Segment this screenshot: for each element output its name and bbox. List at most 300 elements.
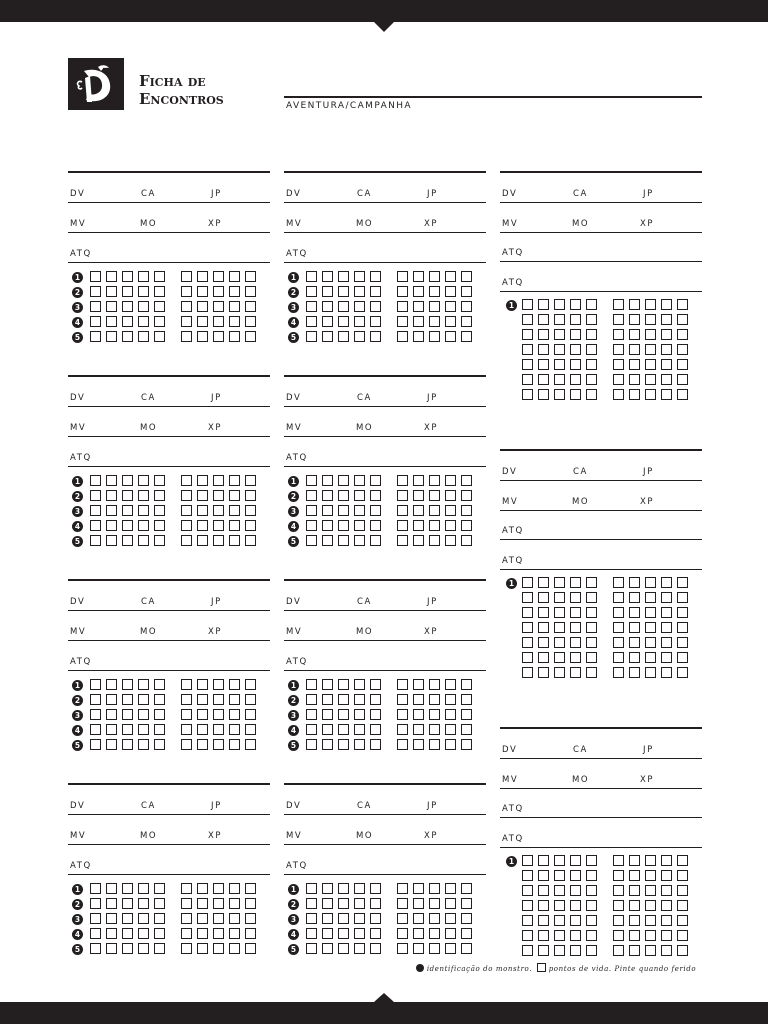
hit-point-box[interactable] — [645, 607, 656, 618]
hit-point-box[interactable] — [554, 389, 565, 400]
hit-point-box[interactable] — [429, 490, 440, 501]
hit-point-box[interactable] — [154, 928, 165, 939]
hit-point-box[interactable] — [586, 592, 597, 603]
hit-point-box[interactable] — [197, 286, 208, 297]
hit-point-box[interactable] — [613, 622, 624, 633]
hit-point-box[interactable] — [306, 271, 317, 282]
hit-point-box[interactable] — [413, 535, 424, 546]
hit-point-box[interactable] — [413, 505, 424, 516]
hit-point-box[interactable] — [245, 709, 256, 720]
hit-point-box[interactable] — [661, 389, 672, 400]
hit-point-box[interactable] — [397, 301, 408, 312]
hit-point-box[interactable] — [397, 724, 408, 735]
hit-point-box[interactable] — [322, 694, 333, 705]
hit-point-box[interactable] — [197, 709, 208, 720]
hit-point-box[interactable] — [322, 316, 333, 327]
hit-point-box[interactable] — [370, 928, 381, 939]
hit-point-box[interactable] — [122, 490, 133, 501]
hit-point-box[interactable] — [570, 622, 581, 633]
hit-point-box[interactable] — [538, 359, 549, 370]
hit-point-box[interactable] — [645, 900, 656, 911]
hit-point-box[interactable] — [154, 709, 165, 720]
hit-point-box[interactable] — [538, 652, 549, 663]
hit-point-box[interactable] — [338, 331, 349, 342]
stats-row-2[interactable] — [500, 759, 702, 789]
hit-point-box[interactable] — [586, 344, 597, 355]
hit-point-box[interactable] — [322, 535, 333, 546]
hit-point-box[interactable] — [613, 359, 624, 370]
hit-point-box[interactable] — [677, 577, 688, 588]
hit-point-box[interactable] — [629, 389, 640, 400]
hit-point-box[interactable] — [661, 374, 672, 385]
hit-point-box[interactable] — [138, 301, 149, 312]
hit-point-box[interactable] — [445, 331, 456, 342]
stats-row-2[interactable] — [500, 481, 702, 511]
hit-point-box[interactable] — [554, 637, 565, 648]
hit-point-box[interactable] — [338, 739, 349, 750]
hit-point-box[interactable] — [213, 739, 224, 750]
hit-point-box[interactable] — [122, 709, 133, 720]
hit-point-box[interactable] — [370, 475, 381, 486]
hit-point-box[interactable] — [570, 637, 581, 648]
hit-point-box[interactable] — [245, 475, 256, 486]
hit-point-box[interactable] — [397, 943, 408, 954]
hit-point-box[interactable] — [538, 314, 549, 325]
hit-point-box[interactable] — [522, 607, 533, 618]
hit-point-box[interactable] — [322, 286, 333, 297]
hit-point-box[interactable] — [429, 928, 440, 939]
hit-point-box[interactable] — [122, 943, 133, 954]
hit-point-box[interactable] — [322, 739, 333, 750]
hit-point-box[interactable] — [554, 299, 565, 310]
hit-point-box[interactable] — [613, 389, 624, 400]
hit-point-box[interactable] — [677, 945, 688, 956]
hit-point-box[interactable] — [197, 679, 208, 690]
hit-point-box[interactable] — [461, 475, 472, 486]
hit-point-box[interactable] — [397, 694, 408, 705]
hit-point-box[interactable] — [370, 286, 381, 297]
hit-point-box[interactable] — [122, 694, 133, 705]
hit-point-box[interactable] — [90, 709, 101, 720]
hit-point-box[interactable] — [197, 520, 208, 531]
hit-point-box[interactable] — [154, 739, 165, 750]
hit-point-box[interactable] — [338, 898, 349, 909]
hit-point-box[interactable] — [413, 709, 424, 720]
hit-point-box[interactable] — [197, 331, 208, 342]
hit-point-box[interactable] — [322, 331, 333, 342]
hit-point-box[interactable] — [122, 520, 133, 531]
hit-point-box[interactable] — [677, 374, 688, 385]
hit-point-box[interactable] — [154, 475, 165, 486]
hit-point-box[interactable] — [570, 915, 581, 926]
hit-point-box[interactable] — [554, 870, 565, 881]
stats-row-1[interactable] — [68, 581, 270, 611]
hit-point-box[interactable] — [245, 679, 256, 690]
hit-point-box[interactable] — [570, 855, 581, 866]
hit-point-box[interactable] — [522, 329, 533, 340]
hit-point-box[interactable] — [138, 505, 149, 516]
hit-point-box[interactable] — [322, 520, 333, 531]
hit-point-box[interactable] — [429, 475, 440, 486]
hit-point-box[interactable] — [445, 943, 456, 954]
hit-point-box[interactable] — [338, 286, 349, 297]
attack-row[interactable] — [284, 845, 486, 875]
hit-point-box[interactable] — [90, 535, 101, 546]
hit-point-box[interactable] — [354, 928, 365, 939]
hit-point-box[interactable] — [306, 913, 317, 924]
hit-point-box[interactable] — [306, 301, 317, 312]
hit-point-box[interactable] — [629, 374, 640, 385]
hit-point-box[interactable] — [213, 520, 224, 531]
hit-point-box[interactable] — [306, 679, 317, 690]
hit-point-box[interactable] — [354, 694, 365, 705]
hit-point-box[interactable] — [445, 520, 456, 531]
hit-point-box[interactable] — [306, 505, 317, 516]
hit-point-box[interactable] — [613, 637, 624, 648]
hit-point-box[interactable] — [181, 316, 192, 327]
hit-point-box[interactable] — [522, 855, 533, 866]
hit-point-box[interactable] — [197, 898, 208, 909]
hit-point-box[interactable] — [461, 331, 472, 342]
hit-point-box[interactable] — [570, 329, 581, 340]
hit-point-box[interactable] — [570, 607, 581, 618]
hit-point-box[interactable] — [677, 652, 688, 663]
hit-point-box[interactable] — [645, 577, 656, 588]
hit-point-box[interactable] — [138, 535, 149, 546]
hit-point-box[interactable] — [197, 475, 208, 486]
hit-point-box[interactable] — [538, 607, 549, 618]
hit-point-box[interactable] — [645, 930, 656, 941]
hit-point-box[interactable] — [645, 374, 656, 385]
hit-point-box[interactable] — [570, 652, 581, 663]
hit-point-box[interactable] — [645, 945, 656, 956]
hit-point-box[interactable] — [197, 505, 208, 516]
campaign-field[interactable] — [284, 96, 702, 98]
hit-point-box[interactable] — [229, 898, 240, 909]
stats-row-1[interactable] — [284, 377, 486, 407]
hit-point-box[interactable] — [154, 490, 165, 501]
hit-point-box[interactable] — [322, 490, 333, 501]
hit-point-box[interactable] — [306, 490, 317, 501]
hit-point-box[interactable] — [554, 945, 565, 956]
hit-point-box[interactable] — [570, 667, 581, 678]
hit-point-box[interactable] — [445, 898, 456, 909]
stats-row-2[interactable] — [284, 407, 486, 437]
hit-point-box[interactable] — [629, 900, 640, 911]
hit-point-box[interactable] — [322, 724, 333, 735]
hit-point-box[interactable] — [645, 855, 656, 866]
hit-point-box[interactable] — [181, 679, 192, 690]
hit-point-box[interactable] — [106, 286, 117, 297]
hit-point-box[interactable] — [370, 490, 381, 501]
stats-row-1[interactable] — [68, 377, 270, 407]
hit-point-box[interactable] — [197, 301, 208, 312]
hit-point-box[interactable] — [138, 883, 149, 894]
hit-point-box[interactable] — [570, 577, 581, 588]
hit-point-box[interactable] — [538, 855, 549, 866]
stats-row-1[interactable] — [500, 729, 702, 759]
hit-point-box[interactable] — [106, 739, 117, 750]
hit-point-box[interactable] — [213, 475, 224, 486]
hit-point-box[interactable] — [354, 475, 365, 486]
hit-point-box[interactable] — [461, 898, 472, 909]
hit-point-box[interactable] — [429, 694, 440, 705]
hit-point-box[interactable] — [413, 331, 424, 342]
hit-point-box[interactable] — [586, 652, 597, 663]
hit-point-box[interactable] — [570, 900, 581, 911]
hit-point-box[interactable] — [322, 883, 333, 894]
hit-point-box[interactable] — [106, 883, 117, 894]
hit-point-box[interactable] — [138, 679, 149, 690]
hit-point-box[interactable] — [306, 316, 317, 327]
hit-point-box[interactable] — [90, 724, 101, 735]
hit-point-box[interactable] — [613, 652, 624, 663]
hit-point-box[interactable] — [645, 344, 656, 355]
hit-point-box[interactable] — [661, 652, 672, 663]
hit-point-box[interactable] — [90, 943, 101, 954]
hit-point-box[interactable] — [197, 490, 208, 501]
hit-point-box[interactable] — [154, 898, 165, 909]
hit-point-box[interactable] — [429, 520, 440, 531]
hit-point-box[interactable] — [322, 928, 333, 939]
hit-point-box[interactable] — [306, 883, 317, 894]
hit-point-box[interactable] — [677, 359, 688, 370]
hit-point-box[interactable] — [213, 331, 224, 342]
hit-point-box[interactable] — [538, 374, 549, 385]
hit-point-box[interactable] — [538, 870, 549, 881]
hit-point-box[interactable] — [338, 679, 349, 690]
hit-point-box[interactable] — [354, 724, 365, 735]
hit-point-box[interactable] — [245, 316, 256, 327]
hit-point-box[interactable] — [122, 286, 133, 297]
hit-point-box[interactable] — [90, 331, 101, 342]
hit-point-box[interactable] — [661, 885, 672, 896]
hit-point-box[interactable] — [138, 475, 149, 486]
hit-point-box[interactable] — [429, 505, 440, 516]
hit-point-box[interactable] — [429, 316, 440, 327]
hit-point-box[interactable] — [613, 667, 624, 678]
hit-point-box[interactable] — [629, 930, 640, 941]
hit-point-box[interactable] — [229, 883, 240, 894]
hit-point-box[interactable] — [586, 607, 597, 618]
hit-point-box[interactable] — [661, 359, 672, 370]
hit-point-box[interactable] — [181, 739, 192, 750]
hit-point-box[interactable] — [429, 271, 440, 282]
hit-point-box[interactable] — [306, 739, 317, 750]
hit-point-box[interactable] — [122, 739, 133, 750]
hit-point-box[interactable] — [181, 943, 192, 954]
hit-point-box[interactable] — [245, 943, 256, 954]
hit-point-box[interactable] — [229, 535, 240, 546]
hit-point-box[interactable] — [645, 299, 656, 310]
hit-point-box[interactable] — [461, 271, 472, 282]
stats-row-2[interactable] — [284, 203, 486, 233]
hit-point-box[interactable] — [522, 314, 533, 325]
hit-point-box[interactable] — [586, 299, 597, 310]
hit-point-box[interactable] — [370, 709, 381, 720]
hit-point-box[interactable] — [397, 331, 408, 342]
hit-point-box[interactable] — [586, 915, 597, 926]
hit-point-box[interactable] — [538, 930, 549, 941]
hit-point-box[interactable] — [338, 475, 349, 486]
hit-point-box[interactable] — [122, 883, 133, 894]
hit-point-box[interactable] — [413, 271, 424, 282]
hit-point-box[interactable] — [613, 870, 624, 881]
hit-point-box[interactable] — [538, 915, 549, 926]
hit-point-box[interactable] — [613, 329, 624, 340]
attack-row-1[interactable] — [500, 788, 702, 818]
hit-point-box[interactable] — [197, 913, 208, 924]
hit-point-box[interactable] — [413, 724, 424, 735]
hit-point-box[interactable] — [338, 505, 349, 516]
hit-point-box[interactable] — [154, 520, 165, 531]
hit-point-box[interactable] — [586, 930, 597, 941]
hit-point-box[interactable] — [229, 505, 240, 516]
hit-point-box[interactable] — [613, 607, 624, 618]
hit-point-box[interactable] — [461, 490, 472, 501]
hit-point-box[interactable] — [429, 286, 440, 297]
hit-point-box[interactable] — [629, 667, 640, 678]
attack-row[interactable] — [284, 437, 486, 467]
hit-point-box[interactable] — [245, 928, 256, 939]
hit-point-box[interactable] — [213, 301, 224, 312]
hit-point-box[interactable] — [613, 885, 624, 896]
hit-point-box[interactable] — [661, 637, 672, 648]
hit-point-box[interactable] — [370, 301, 381, 312]
hit-point-box[interactable] — [245, 898, 256, 909]
hit-point-box[interactable] — [338, 316, 349, 327]
hit-point-box[interactable] — [554, 344, 565, 355]
hit-point-box[interactable] — [629, 607, 640, 618]
hit-point-box[interactable] — [106, 679, 117, 690]
hit-point-box[interactable] — [629, 870, 640, 881]
hit-point-box[interactable] — [213, 316, 224, 327]
hit-point-box[interactable] — [645, 915, 656, 926]
hit-point-box[interactable] — [397, 505, 408, 516]
hit-point-box[interactable] — [461, 943, 472, 954]
hit-point-box[interactable] — [338, 301, 349, 312]
hit-point-box[interactable] — [229, 739, 240, 750]
hit-point-box[interactable] — [338, 271, 349, 282]
hit-point-box[interactable] — [445, 724, 456, 735]
hit-point-box[interactable] — [306, 286, 317, 297]
hit-point-box[interactable] — [413, 943, 424, 954]
hit-point-box[interactable] — [661, 314, 672, 325]
hit-point-box[interactable] — [122, 505, 133, 516]
hit-point-box[interactable] — [554, 622, 565, 633]
hit-point-box[interactable] — [213, 505, 224, 516]
hit-point-box[interactable] — [645, 389, 656, 400]
hit-point-box[interactable] — [106, 331, 117, 342]
hit-point-box[interactable] — [522, 389, 533, 400]
hit-point-box[interactable] — [629, 622, 640, 633]
hit-point-box[interactable] — [354, 271, 365, 282]
stats-row-2[interactable] — [68, 407, 270, 437]
hit-point-box[interactable] — [522, 344, 533, 355]
hit-point-box[interactable] — [354, 883, 365, 894]
hit-point-box[interactable] — [181, 883, 192, 894]
hit-point-box[interactable] — [445, 709, 456, 720]
hit-point-box[interactable] — [461, 724, 472, 735]
hit-point-box[interactable] — [197, 271, 208, 282]
hit-point-box[interactable] — [445, 490, 456, 501]
hit-point-box[interactable] — [138, 943, 149, 954]
hit-point-box[interactable] — [90, 739, 101, 750]
hit-point-box[interactable] — [154, 301, 165, 312]
hit-point-box[interactable] — [613, 314, 624, 325]
hit-point-box[interactable] — [629, 299, 640, 310]
hit-point-box[interactable] — [522, 930, 533, 941]
hit-point-box[interactable] — [554, 314, 565, 325]
hit-point-box[interactable] — [538, 344, 549, 355]
hit-point-box[interactable] — [122, 316, 133, 327]
attack-row[interactable] — [68, 641, 270, 671]
hit-point-box[interactable] — [106, 520, 117, 531]
hit-point-box[interactable] — [613, 945, 624, 956]
hit-point-box[interactable] — [586, 314, 597, 325]
hit-point-box[interactable] — [338, 913, 349, 924]
hit-point-box[interactable] — [677, 855, 688, 866]
hit-point-box[interactable] — [554, 592, 565, 603]
hit-point-box[interactable] — [629, 359, 640, 370]
hit-point-box[interactable] — [229, 709, 240, 720]
hit-point-box[interactable] — [370, 505, 381, 516]
hit-point-box[interactable] — [138, 520, 149, 531]
hit-point-box[interactable] — [90, 286, 101, 297]
hit-point-box[interactable] — [338, 520, 349, 531]
hit-point-box[interactable] — [413, 490, 424, 501]
hit-point-box[interactable] — [586, 359, 597, 370]
stats-row-2[interactable] — [284, 611, 486, 641]
hit-point-box[interactable] — [122, 928, 133, 939]
hit-point-box[interactable] — [181, 913, 192, 924]
attack-row[interactable] — [68, 437, 270, 467]
hit-point-box[interactable] — [197, 724, 208, 735]
hit-point-box[interactable] — [181, 709, 192, 720]
hit-point-box[interactable] — [586, 885, 597, 896]
hit-point-box[interactable] — [570, 870, 581, 881]
hit-point-box[interactable] — [413, 679, 424, 690]
hit-point-box[interactable] — [522, 299, 533, 310]
hit-point-box[interactable] — [154, 724, 165, 735]
hit-point-box[interactable] — [322, 913, 333, 924]
hit-point-box[interactable] — [429, 898, 440, 909]
hit-point-box[interactable] — [306, 694, 317, 705]
hit-point-box[interactable] — [181, 331, 192, 342]
hit-point-box[interactable] — [645, 637, 656, 648]
attack-row[interactable] — [68, 233, 270, 263]
hit-point-box[interactable] — [122, 913, 133, 924]
hit-point-box[interactable] — [106, 535, 117, 546]
hit-point-box[interactable] — [677, 885, 688, 896]
hit-point-box[interactable] — [570, 359, 581, 370]
hit-point-box[interactable] — [613, 374, 624, 385]
hit-point-box[interactable] — [570, 930, 581, 941]
hit-point-box[interactable] — [154, 535, 165, 546]
hit-point-box[interactable] — [554, 930, 565, 941]
hit-point-box[interactable] — [106, 316, 117, 327]
hit-point-box[interactable] — [138, 709, 149, 720]
hit-point-box[interactable] — [229, 913, 240, 924]
hit-point-box[interactable] — [586, 945, 597, 956]
hit-point-box[interactable] — [245, 271, 256, 282]
hit-point-box[interactable] — [354, 490, 365, 501]
hit-point-box[interactable] — [322, 679, 333, 690]
hit-point-box[interactable] — [461, 709, 472, 720]
hit-point-box[interactable] — [370, 535, 381, 546]
stats-row-2[interactable] — [68, 611, 270, 641]
hit-point-box[interactable] — [677, 299, 688, 310]
